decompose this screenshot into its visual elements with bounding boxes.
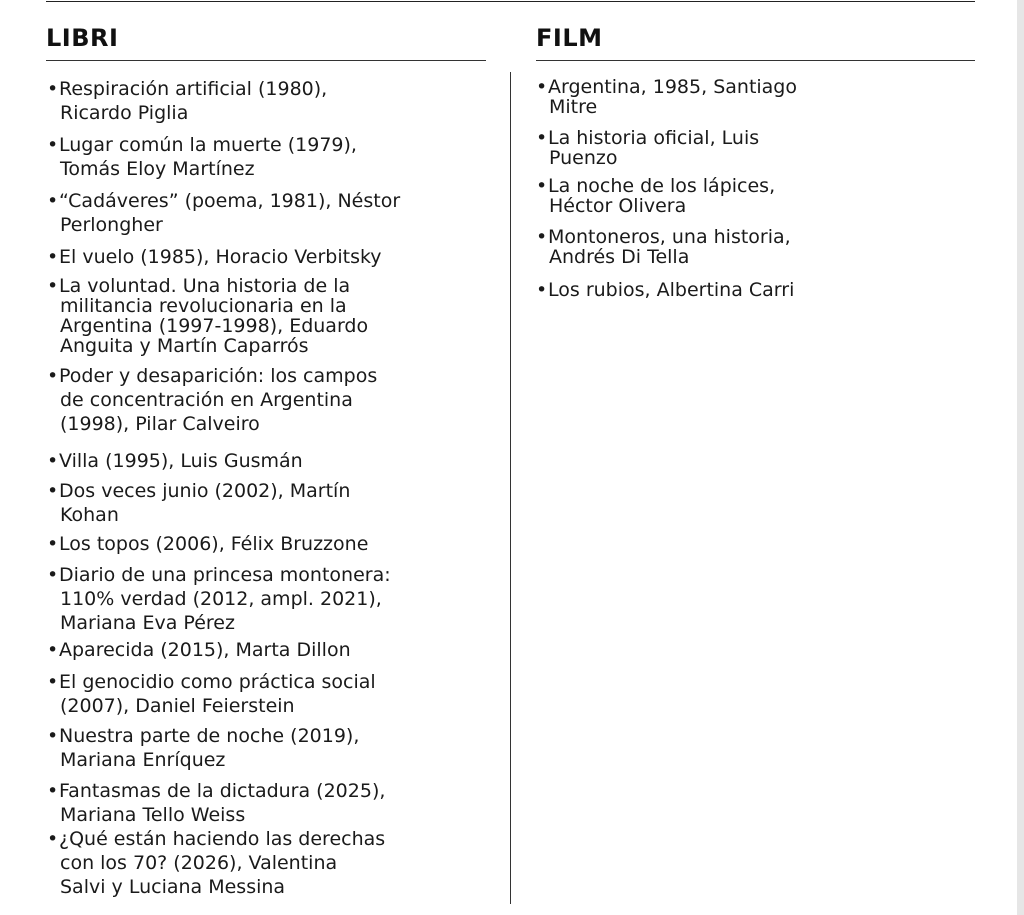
libri-item [47, 827, 385, 899]
bullet-icon: • [47, 639, 59, 661]
libri-item [47, 189, 400, 237]
bullet-icon: • [47, 78, 59, 100]
bullet-icon: • [536, 226, 548, 248]
bullet-icon: • [47, 725, 59, 747]
libri-item-text: Respiración artificial (1980), [59, 78, 328, 100]
libri-item [47, 563, 391, 635]
bullet-icon: • [47, 246, 59, 268]
libri-item [47, 276, 368, 356]
libri-item-text: Aparecida (2015), Marta Dillon [59, 639, 351, 661]
libri-item-text: Anguita y Martín Caparrós [60, 335, 309, 357]
libri-item [47, 245, 382, 269]
film-item-text: Mitre [549, 96, 598, 118]
libri-item-text: Mariana Enríquez [60, 749, 226, 771]
film-item-text: Andrés Di Tella [549, 246, 690, 268]
bullet-icon: • [536, 175, 548, 197]
libri-item-text: (2007), Daniel Feierstein [60, 695, 295, 717]
film-item-text: La noche de los lápices, [548, 175, 776, 197]
bullet-icon: • [47, 671, 59, 693]
libri-item-text: ¿Qué están haciendo las derechas [59, 828, 386, 850]
libri-item [47, 479, 350, 527]
libri-item-text: Villa (1995), Luis Gusmán [59, 450, 303, 472]
libri-title: LIBRI [46, 24, 119, 52]
libri-item [47, 364, 377, 436]
libri-item [47, 133, 357, 181]
bullet-icon: • [47, 780, 59, 802]
libri-item-text: Los topos (2006), Félix Bruzzone [59, 533, 369, 555]
bullet-icon: • [47, 450, 59, 472]
libri-item-text: Poder y desaparición: los campos [59, 365, 378, 387]
bullet-icon: • [47, 533, 59, 555]
film-item [536, 77, 797, 117]
bullet-icon: • [47, 828, 59, 850]
film-item [536, 227, 791, 267]
libri-item-text: Tomás Eloy Martínez [60, 158, 255, 180]
bullet-icon: • [47, 134, 59, 156]
libri-item-text: Dos veces junio (2002), Martín [59, 480, 351, 502]
film-item-text: Héctor Olivera [549, 195, 687, 217]
film-item [536, 176, 775, 216]
film-title-rule [536, 60, 975, 61]
libri-item-text: Fantasmas de la dictadura (2025), [59, 780, 386, 802]
column-divider [510, 72, 511, 904]
libri-item-text: Salvi y Luciana Messina [60, 876, 286, 898]
libri-item-text: 110% verdad (2012, ampl. 2021), [60, 588, 382, 610]
bullet-icon: • [536, 127, 548, 149]
film-item-text: Argentina, 1985, Santiago [548, 76, 797, 98]
libri-item-text: de concentración en Argentina [60, 389, 353, 411]
bullet-icon: • [47, 275, 59, 297]
bullet-icon: • [47, 190, 59, 212]
libri-item-text: El genocidio como práctica social [59, 671, 376, 693]
film-item-text: Puenzo [549, 147, 618, 169]
libri-item-text: militancia revolucionaria en la [60, 295, 347, 317]
libri-item-text: Kohan [60, 504, 119, 526]
top-rule [46, 1, 975, 2]
libri-item-text: Ricardo Piglia [60, 102, 189, 124]
libri-item-text: Mariana Eva Pérez [60, 612, 235, 634]
libri-item [47, 449, 303, 473]
libri-item-text: Lugar común la muerte (1979), [59, 134, 357, 156]
libri-item-text: (1998), Pilar Calveiro [60, 413, 260, 435]
film-item [536, 128, 759, 168]
libri-item-text: Diario de una princesa montonera: [59, 564, 391, 586]
libri-item-text: El vuelo (1985), Horacio Verbitsky [59, 246, 382, 268]
film-item-text: La historia oficial, Luis [548, 127, 760, 149]
libri-item-text: La voluntad. Una historia de la [59, 275, 351, 297]
bullet-icon: • [47, 480, 59, 502]
libri-item-text: Nuestra parte de noche (2019), [59, 725, 360, 747]
film-item-text: Los rubios, Albertina Carri [548, 279, 795, 301]
libri-item [47, 638, 351, 662]
scrollbar-edge [1017, 0, 1024, 915]
libri-item [47, 779, 385, 827]
libri-item [47, 532, 368, 556]
film-title: FILM [536, 24, 603, 52]
libri-item-text: Argentina (1997-1998), Eduardo [60, 315, 369, 337]
libri-item-text: “Cadáveres” (poema, 1981), Néstor [59, 190, 401, 212]
bullet-icon: • [47, 365, 59, 387]
libri-item-text: con los 70? (2026), Valentina [60, 852, 338, 874]
film-item [536, 278, 794, 302]
libri-item-text: Perlongher [60, 214, 163, 236]
film-item-text: Montoneros, una historia, [548, 226, 791, 248]
bullet-icon: • [536, 76, 548, 98]
bullet-icon: • [47, 564, 59, 586]
libri-item [47, 670, 376, 718]
bullet-icon: • [536, 279, 548, 301]
libri-item [47, 77, 327, 125]
libri-item-text: Mariana Tello Weiss [60, 804, 246, 826]
libri-item [47, 724, 359, 772]
libri-title-rule [46, 60, 486, 61]
